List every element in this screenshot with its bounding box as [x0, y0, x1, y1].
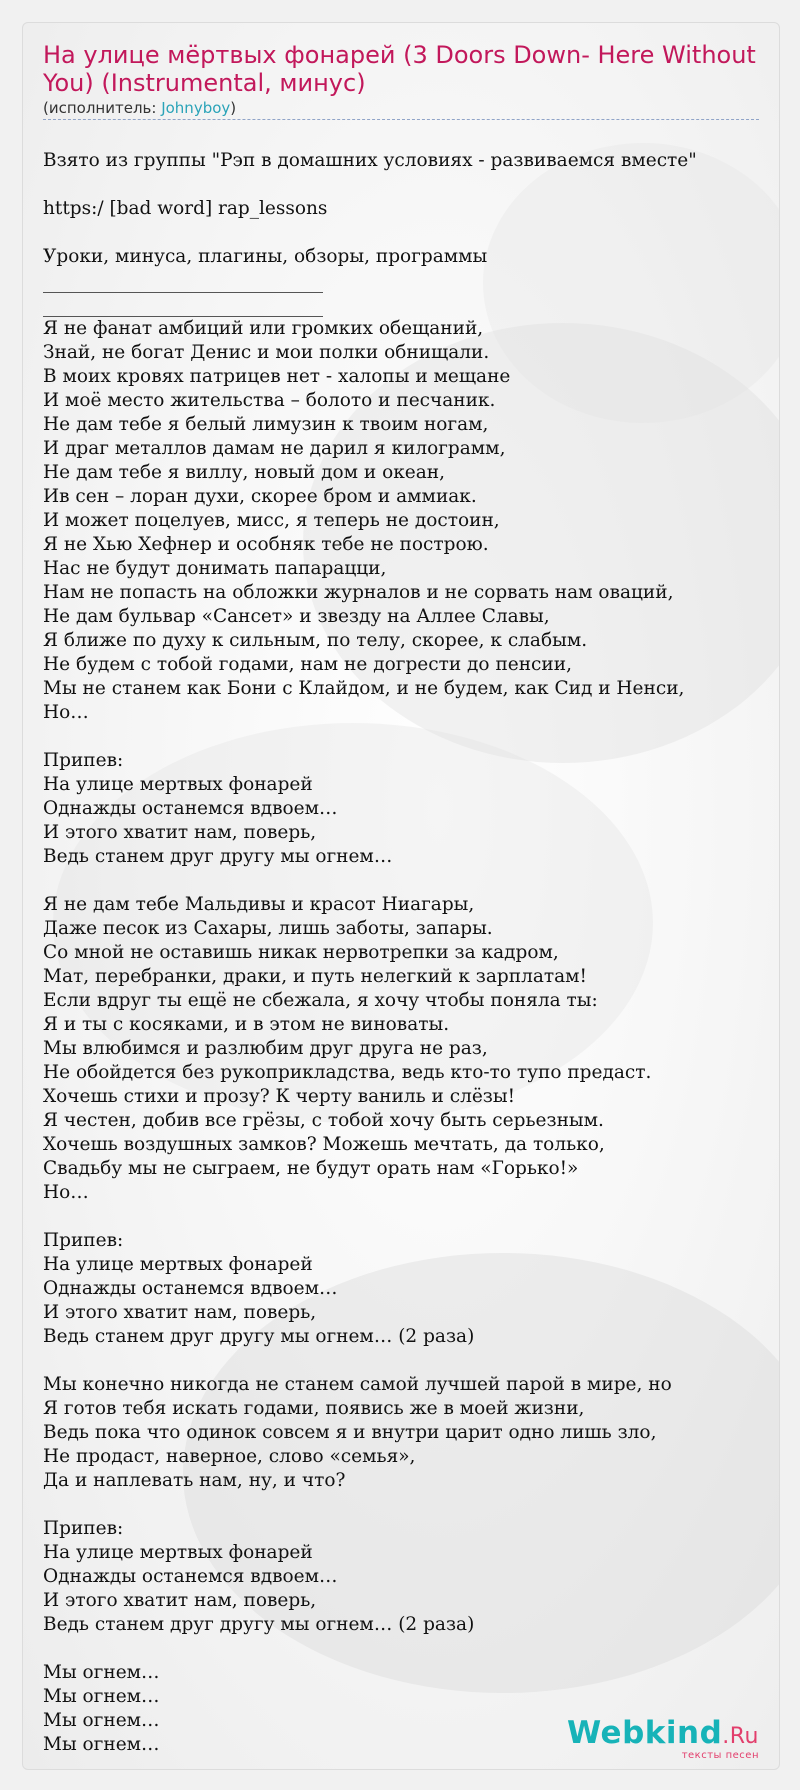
lyric-line: Уроки, минуса, плагины, обзоры, программы	[43, 246, 488, 267]
lyric-line: И этого хватит нам, поверь,	[43, 1302, 317, 1323]
lyric-line: Со мной не оставишь никак нервотрепки за кадром,	[43, 942, 559, 963]
lyric-line: Мы огнем…	[43, 1734, 160, 1755]
lyric-line: Знай, не богат Денис и мои полки обнищали.	[43, 342, 490, 363]
separator-line	[43, 269, 323, 293]
lyric-line: Я не Хью Хефнер и особняк тебе не построю.	[43, 534, 489, 555]
lyric-line: И этого хватит нам, поверь,	[43, 822, 317, 843]
lyric-line: Я честен, добив все грёзы, с тобой хочу быть серьезным.	[43, 1110, 604, 1131]
lyric-line: Мы огнем…	[43, 1710, 160, 1731]
lyric-line: Мы огнем…	[43, 1662, 160, 1683]
lyric-line: И драг металлов дамам не дарил я килограмм,	[43, 438, 506, 459]
logo-tagline: тексты песен	[681, 1750, 759, 1761]
lyric-line: Ведь станем друг другу мы огнем…	[43, 846, 393, 867]
lyric-line: Да и наплевать нам, ну, и что?	[43, 1470, 346, 1491]
lyric-line: Мы огнем…	[43, 1686, 160, 1707]
site-logo[interactable]	[567, 1716, 759, 1761]
lyric-line: На улице мертвых фонарей	[43, 1254, 313, 1275]
lyric-line: Нам не попасть на обложки журналов и не сорвать нам оваций,	[43, 582, 674, 603]
lyric-line: Нас не будут донимать папарацци,	[43, 558, 387, 579]
chorus-label: Припев:	[43, 750, 124, 771]
lyric-line: Не будем с тобой годами, нам не догрести до пенсии,	[43, 654, 572, 675]
lyric-line: Не продаст, наверное, слово «семья»,	[43, 1446, 416, 1467]
lyric-line: Я и ты с косяками, и в этом не виноваты.	[43, 1014, 450, 1035]
lyric-line: Однажды останемся вдвоем…	[43, 1566, 338, 1587]
lyric-line: Ведь станем друг другу мы огнем… (2 раза)	[43, 1326, 475, 1347]
artist-prefix: (исполнитель:	[43, 99, 162, 117]
lyric-line: Я не фанат амбиций или громких обещаний,	[43, 318, 484, 339]
logo-wordmark	[567, 1716, 759, 1754]
chorus-label: Припев:	[43, 1518, 124, 1539]
lyric-line: https:/ [bad word] rap_lessons	[43, 198, 328, 219]
lyric-line: Мат, перебранки, драки, и путь нелегкий к зарплатам!	[43, 966, 587, 987]
lyric-line: Не дам бульвар «Сансет» и звезду на Аллее Славы,	[43, 606, 550, 627]
lyric-line: Я не дам тебе Мальдивы и красот Ниагары,	[43, 894, 475, 915]
header	[43, 41, 763, 120]
lyric-line: Однажды останемся вдвоем…	[43, 1278, 338, 1299]
lyrics-body	[43, 149, 763, 1757]
lyric-line: Даже песок из Сахары, лишь заботы, запары.	[43, 918, 493, 939]
lyric-line: Однажды останемся вдвоем…	[43, 798, 338, 819]
lyric-line: Не обойдется без рукоприкладства, ведь кто-то тупо предаст.	[43, 1062, 652, 1083]
lyric-line: В моих кровях патрицев нет - халопы и мещане	[43, 366, 511, 387]
logo-main-text: Webkind	[566, 1715, 723, 1751]
lyric-line: Ведь станем друг другу мы огнем… (2 раза)	[43, 1614, 475, 1635]
lyric-line: Я ближе по духу к сильным, по телу, скорее, к слабым.	[43, 630, 588, 651]
lyric-line: Ив сен – лоран духи, скорее бром и аммиак.	[43, 486, 477, 507]
lyric-line: Но…	[43, 1182, 89, 1203]
chorus-label: Припев:	[43, 1230, 124, 1251]
artist-link[interactable]: Johnyboy	[161, 99, 231, 117]
lyric-line: Мы влюбимся и разлюбим друг друга не раз,	[43, 1038, 488, 1059]
lyric-line: Хочешь стихи и прозу? К черту ваниль и слёзы!	[43, 1086, 516, 1107]
lyric-line: И моё место жительства – болото и песчаник.	[43, 390, 496, 411]
lyric-line: Если вдруг ты ещё не сбежала, я хочу чтобы поняла ты:	[43, 990, 598, 1011]
lyric-line: На улице мертвых фонарей	[43, 1542, 313, 1563]
lyric-line: И может поцелуев, мисс, я теперь не достоин,	[43, 510, 500, 531]
lyric-line: И этого хватит нам, поверь,	[43, 1590, 317, 1611]
lyric-line: Взято из группы "Рэп в домашних условиях - развиваемся вместе"	[43, 150, 697, 171]
page-title: На улице мёртвых фонарей (3 Doors Down- Here Without You) (Instrumental, минус)	[43, 41, 756, 97]
lyric-line: На улице мертвых фонарей	[43, 774, 313, 795]
lyric-line: Ведь пока что одинок совсем я и внутри царит одно лишь зло,	[43, 1422, 657, 1443]
lyric-line: Не дам тебе я виллу, новый дом и океан,	[43, 462, 445, 483]
artist-suffix: )	[230, 99, 237, 117]
lyric-line: Мы не станем как Бони с Клайдом, и не будем, как Сид и Ненси,	[43, 678, 685, 699]
lyric-line: Хочешь воздушных замков? Можешь мечтать, да только,	[43, 1134, 605, 1155]
lyric-line: Мы конечно никогда не станем самой лучшей парой в мире, но	[43, 1374, 672, 1395]
lyric-line: Я готов тебя искать годами, появись же в моей жизни,	[43, 1398, 585, 1419]
page-card	[22, 22, 780, 1770]
separator-line	[43, 293, 323, 317]
lyric-line: Не дам тебе я белый лимузин к твоим ногам,	[43, 414, 489, 435]
lyric-line: Но…	[43, 702, 89, 723]
artist-line	[43, 99, 759, 120]
logo-tld: .Ru	[722, 1724, 759, 1749]
lyric-line: Свадьбу мы не сыграем, не будут орать нам «Горько!»	[43, 1158, 579, 1179]
